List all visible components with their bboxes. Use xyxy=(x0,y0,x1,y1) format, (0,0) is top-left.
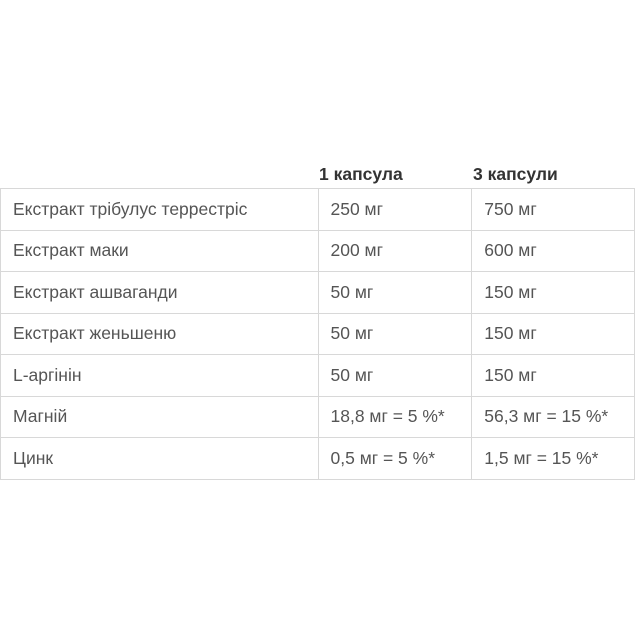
dose-1-cell: 200 мг xyxy=(318,230,472,272)
table-row xyxy=(1,355,635,397)
dose-3-cell: 1,5 мг = 15 %* xyxy=(472,438,635,480)
dose-3-cell: 600 мг xyxy=(472,230,635,272)
dose-3-cell: 750 мг xyxy=(472,189,635,231)
table-row xyxy=(1,313,635,355)
dose-3-cell: 150 мг xyxy=(472,272,635,314)
table-row xyxy=(1,396,635,438)
table-row xyxy=(1,438,635,480)
dose-3-cell: 56,3 мг = 15 %* xyxy=(472,396,635,438)
ingredient-cell: Екстракт ашваганди xyxy=(1,272,319,314)
table-row xyxy=(1,189,635,231)
dose-1-cell: 0,5 мг = 5 %* xyxy=(318,438,472,480)
ingredient-cell: Цинк xyxy=(1,438,319,480)
ingredient-cell: Екстракт маки xyxy=(1,230,319,272)
ingredient-cell: Екстракт женьшеню xyxy=(1,313,319,355)
dose-1-cell: 250 мг xyxy=(318,189,472,231)
dose-3-cell: 150 мг xyxy=(472,313,635,355)
header-1-capsule: 1 капсула xyxy=(319,164,403,184)
table-row xyxy=(1,230,635,272)
table-row xyxy=(1,272,635,314)
dose-3-cell: 150 мг xyxy=(472,355,635,397)
ingredient-cell: L-аргінін xyxy=(1,355,319,397)
dose-1-cell: 50 мг xyxy=(318,355,472,397)
header-3-capsules: 3 капсули xyxy=(473,164,558,184)
dose-1-cell: 50 мг xyxy=(318,272,472,314)
dose-1-cell: 18,8 мг = 5 %* xyxy=(318,396,472,438)
dose-1-cell: 50 мг xyxy=(318,313,472,355)
ingredient-cell: Магній xyxy=(1,396,319,438)
ingredient-cell: Екстракт трібулус террестріс xyxy=(1,189,319,231)
composition-table xyxy=(0,188,635,480)
